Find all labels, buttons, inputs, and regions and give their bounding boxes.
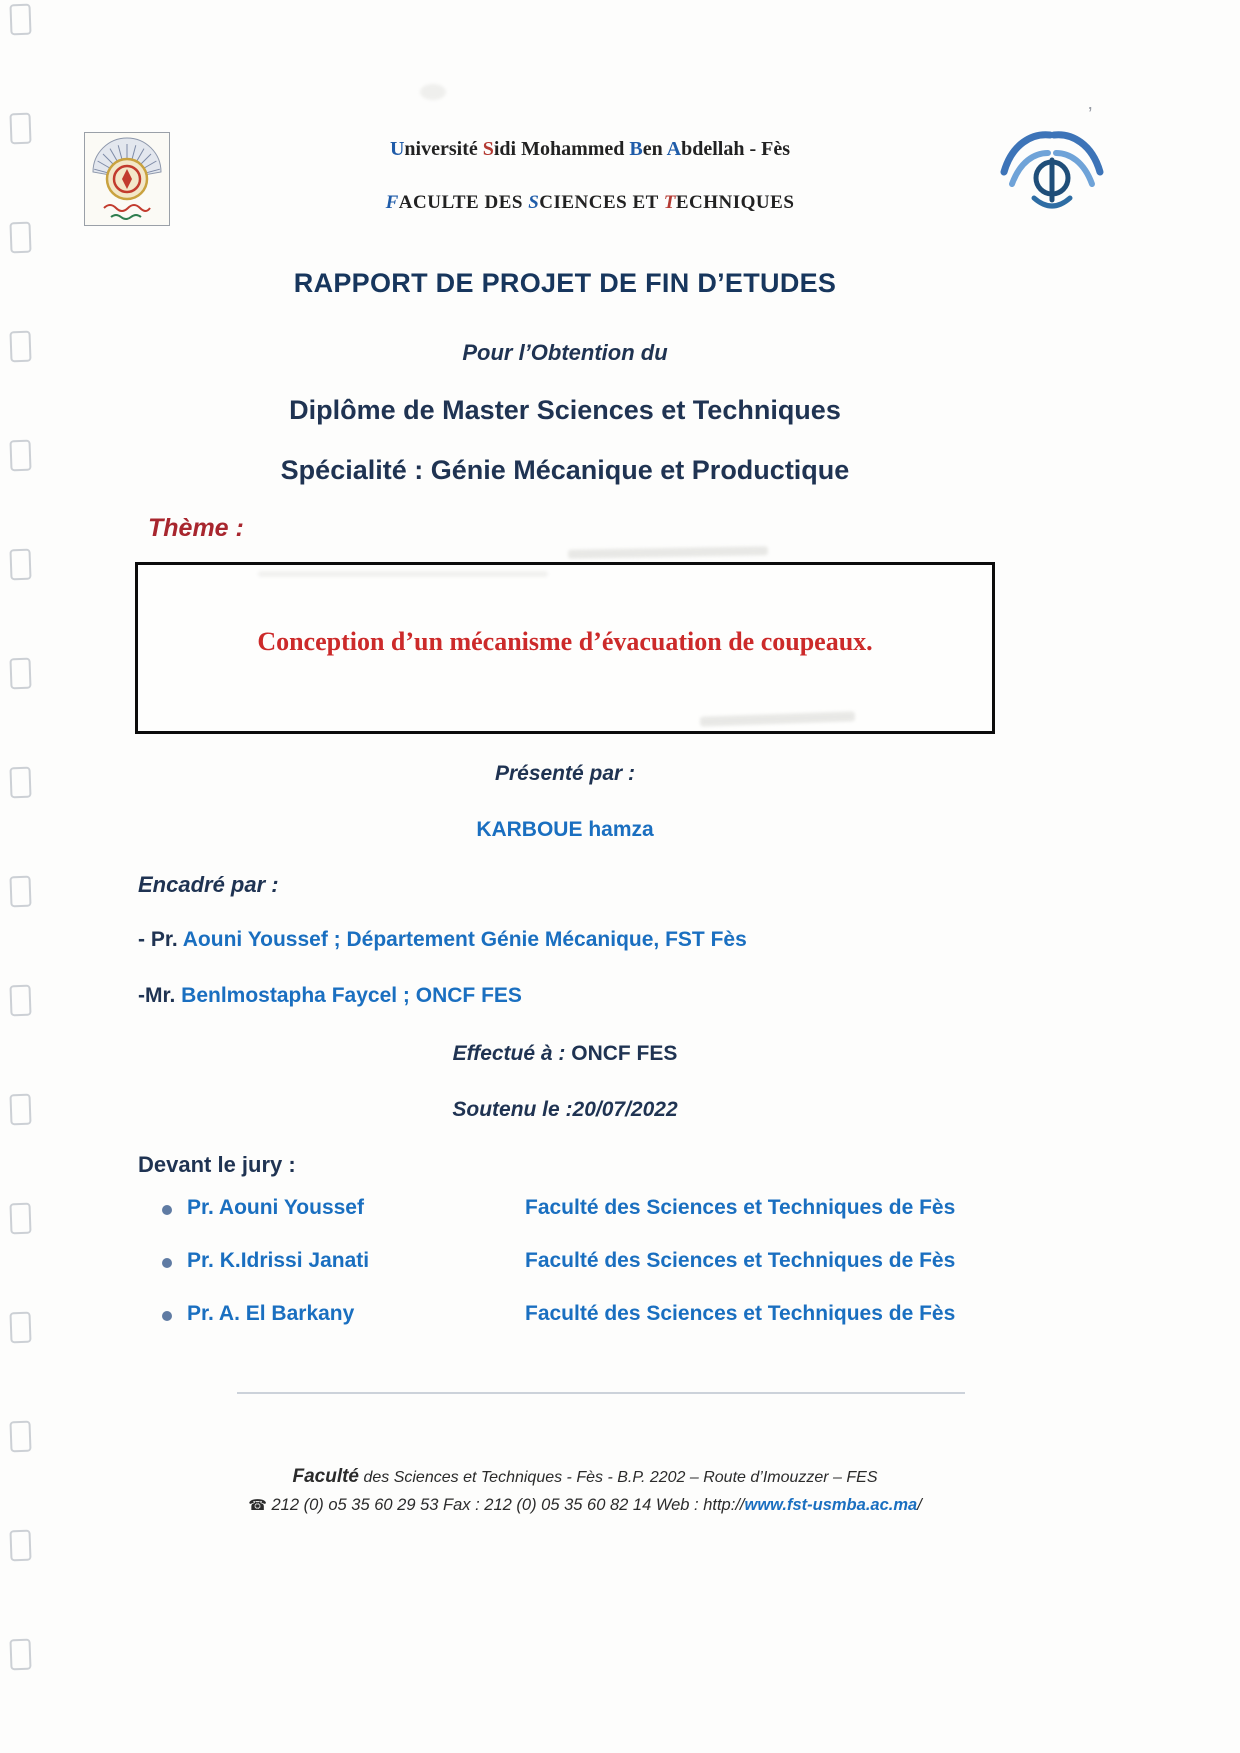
bullet-icon	[162, 1311, 172, 1321]
binding-hole	[9, 658, 31, 690]
binding-hole	[9, 876, 31, 908]
binding-hole	[9, 985, 31, 1017]
jury-row	[0, 1302, 1240, 1336]
venue-value: ONCF FES	[571, 1042, 678, 1065]
jury-member-affiliation: Faculté des Sciences et Techniques de Fès	[525, 1196, 956, 1219]
footer-url: www.fst-usmba.ac.ma	[744, 1496, 918, 1514]
bullet-icon	[162, 1205, 172, 1215]
jury-row	[0, 1249, 1240, 1283]
jury-member-name: Pr. Aouni Youssef	[187, 1196, 364, 1219]
specialty-title: Spécialité : Génie Mécanique et Productique	[280, 455, 850, 485]
defense-date: Soutenu le :20/07/2022	[452, 1098, 678, 1121]
binding-hole	[9, 549, 31, 581]
scan-smudge	[568, 546, 768, 558]
footer-contact	[135, 1496, 1035, 1515]
jury-row	[0, 1196, 1240, 1230]
venue-line	[135, 1042, 995, 1066]
diploma-title: Diplôme de Master Sciences et Techniques	[289, 395, 841, 425]
supervisor-prefix: -Mr.	[138, 984, 182, 1007]
binding-hole	[9, 1530, 31, 1562]
faculty-name	[150, 192, 1030, 214]
university-name-part: niversité	[404, 138, 483, 160]
jury-label: Devant le jury :	[138, 1152, 296, 1177]
supervisor-name: Aouni Youssef ; Département Génie Mécanique, FST Fès	[182, 928, 747, 951]
university-name-part: idi Mohammed	[493, 138, 630, 160]
university-name-part: B	[629, 138, 643, 160]
presented-by-label: Présenté par :	[494, 762, 636, 785]
binding-hole	[9, 1639, 31, 1671]
university-name-part: bdellah - Fès	[681, 138, 791, 160]
faculty-name-part: ECHNIQUES	[675, 192, 795, 213]
footer-address-lead: Faculté	[292, 1466, 360, 1487]
faculty-name-part: ACULTE DES	[398, 192, 529, 213]
university-name-part: A	[666, 138, 682, 160]
theme-box	[135, 562, 995, 734]
footer-address	[135, 1466, 1035, 1488]
footer-divider	[237, 1392, 965, 1394]
jury-member-name: Pr. K.Idrissi Janati	[187, 1249, 370, 1272]
obtention-subtitle: Pour l’Obtention du	[462, 340, 668, 365]
binding-hole	[9, 1421, 31, 1453]
supervisors-label: Encadré par :	[138, 872, 279, 897]
scan-mark: ’	[1088, 104, 1093, 126]
binding-hole	[9, 113, 31, 145]
faculty-name-part: T	[663, 192, 676, 213]
binding-hole	[9, 1094, 31, 1126]
footer-address-rest: des Sciences et Techniques - Fès - B.P. 2202 – Route d’Imouzzer – FES	[359, 1469, 878, 1486]
jury-member-affiliation: Faculté des Sciences et Techniques de Fès	[525, 1249, 956, 1272]
author-name: KARBOUE hamza	[476, 818, 654, 841]
university-name-part: U	[389, 138, 405, 160]
footer-contact-end: /	[917, 1496, 922, 1514]
binding-hole	[9, 222, 31, 254]
phone-icon: ☎	[248, 1497, 267, 1514]
supervisor-line	[138, 984, 522, 1008]
venue-label: Effectué à :	[452, 1042, 572, 1065]
binding-hole	[9, 331, 31, 363]
binding-hole	[9, 440, 31, 472]
binding-hole	[9, 767, 31, 799]
jury-member-affiliation: Faculté des Sciences et Techniques de Fès	[525, 1302, 956, 1325]
report-title: RAPPORT DE PROJET DE FIN D’ETUDES	[293, 268, 837, 298]
bullet-icon	[162, 1258, 172, 1268]
faculty-name-part: S	[528, 192, 540, 213]
faculty-name-part: F	[385, 192, 399, 213]
jury-member-name: Pr. A. El Barkany	[187, 1302, 355, 1325]
faculty-name-part: CIENCES ET	[539, 192, 664, 213]
binding-hole	[9, 4, 31, 36]
supervisor-line	[138, 928, 747, 952]
thesis-title: Conception d’un mécanisme d’évacuation de coupeaux.	[257, 627, 873, 656]
footer-contact-text: 212 (0) o5 35 60 29 53 Fax : 212 (0) 05 35 60 82 14 Web : http://	[266, 1496, 745, 1514]
scan-smudge	[258, 571, 548, 577]
university-name-part: S	[482, 138, 494, 160]
university-name-part: en	[642, 138, 667, 160]
university-name	[150, 138, 1030, 161]
supervisor-name: Benlmostapha Faycel ; ONCF FES	[181, 984, 522, 1007]
theme-label: Thème :	[148, 514, 244, 542]
supervisor-prefix: - Pr.	[138, 928, 183, 951]
scan-smudge	[420, 84, 446, 100]
